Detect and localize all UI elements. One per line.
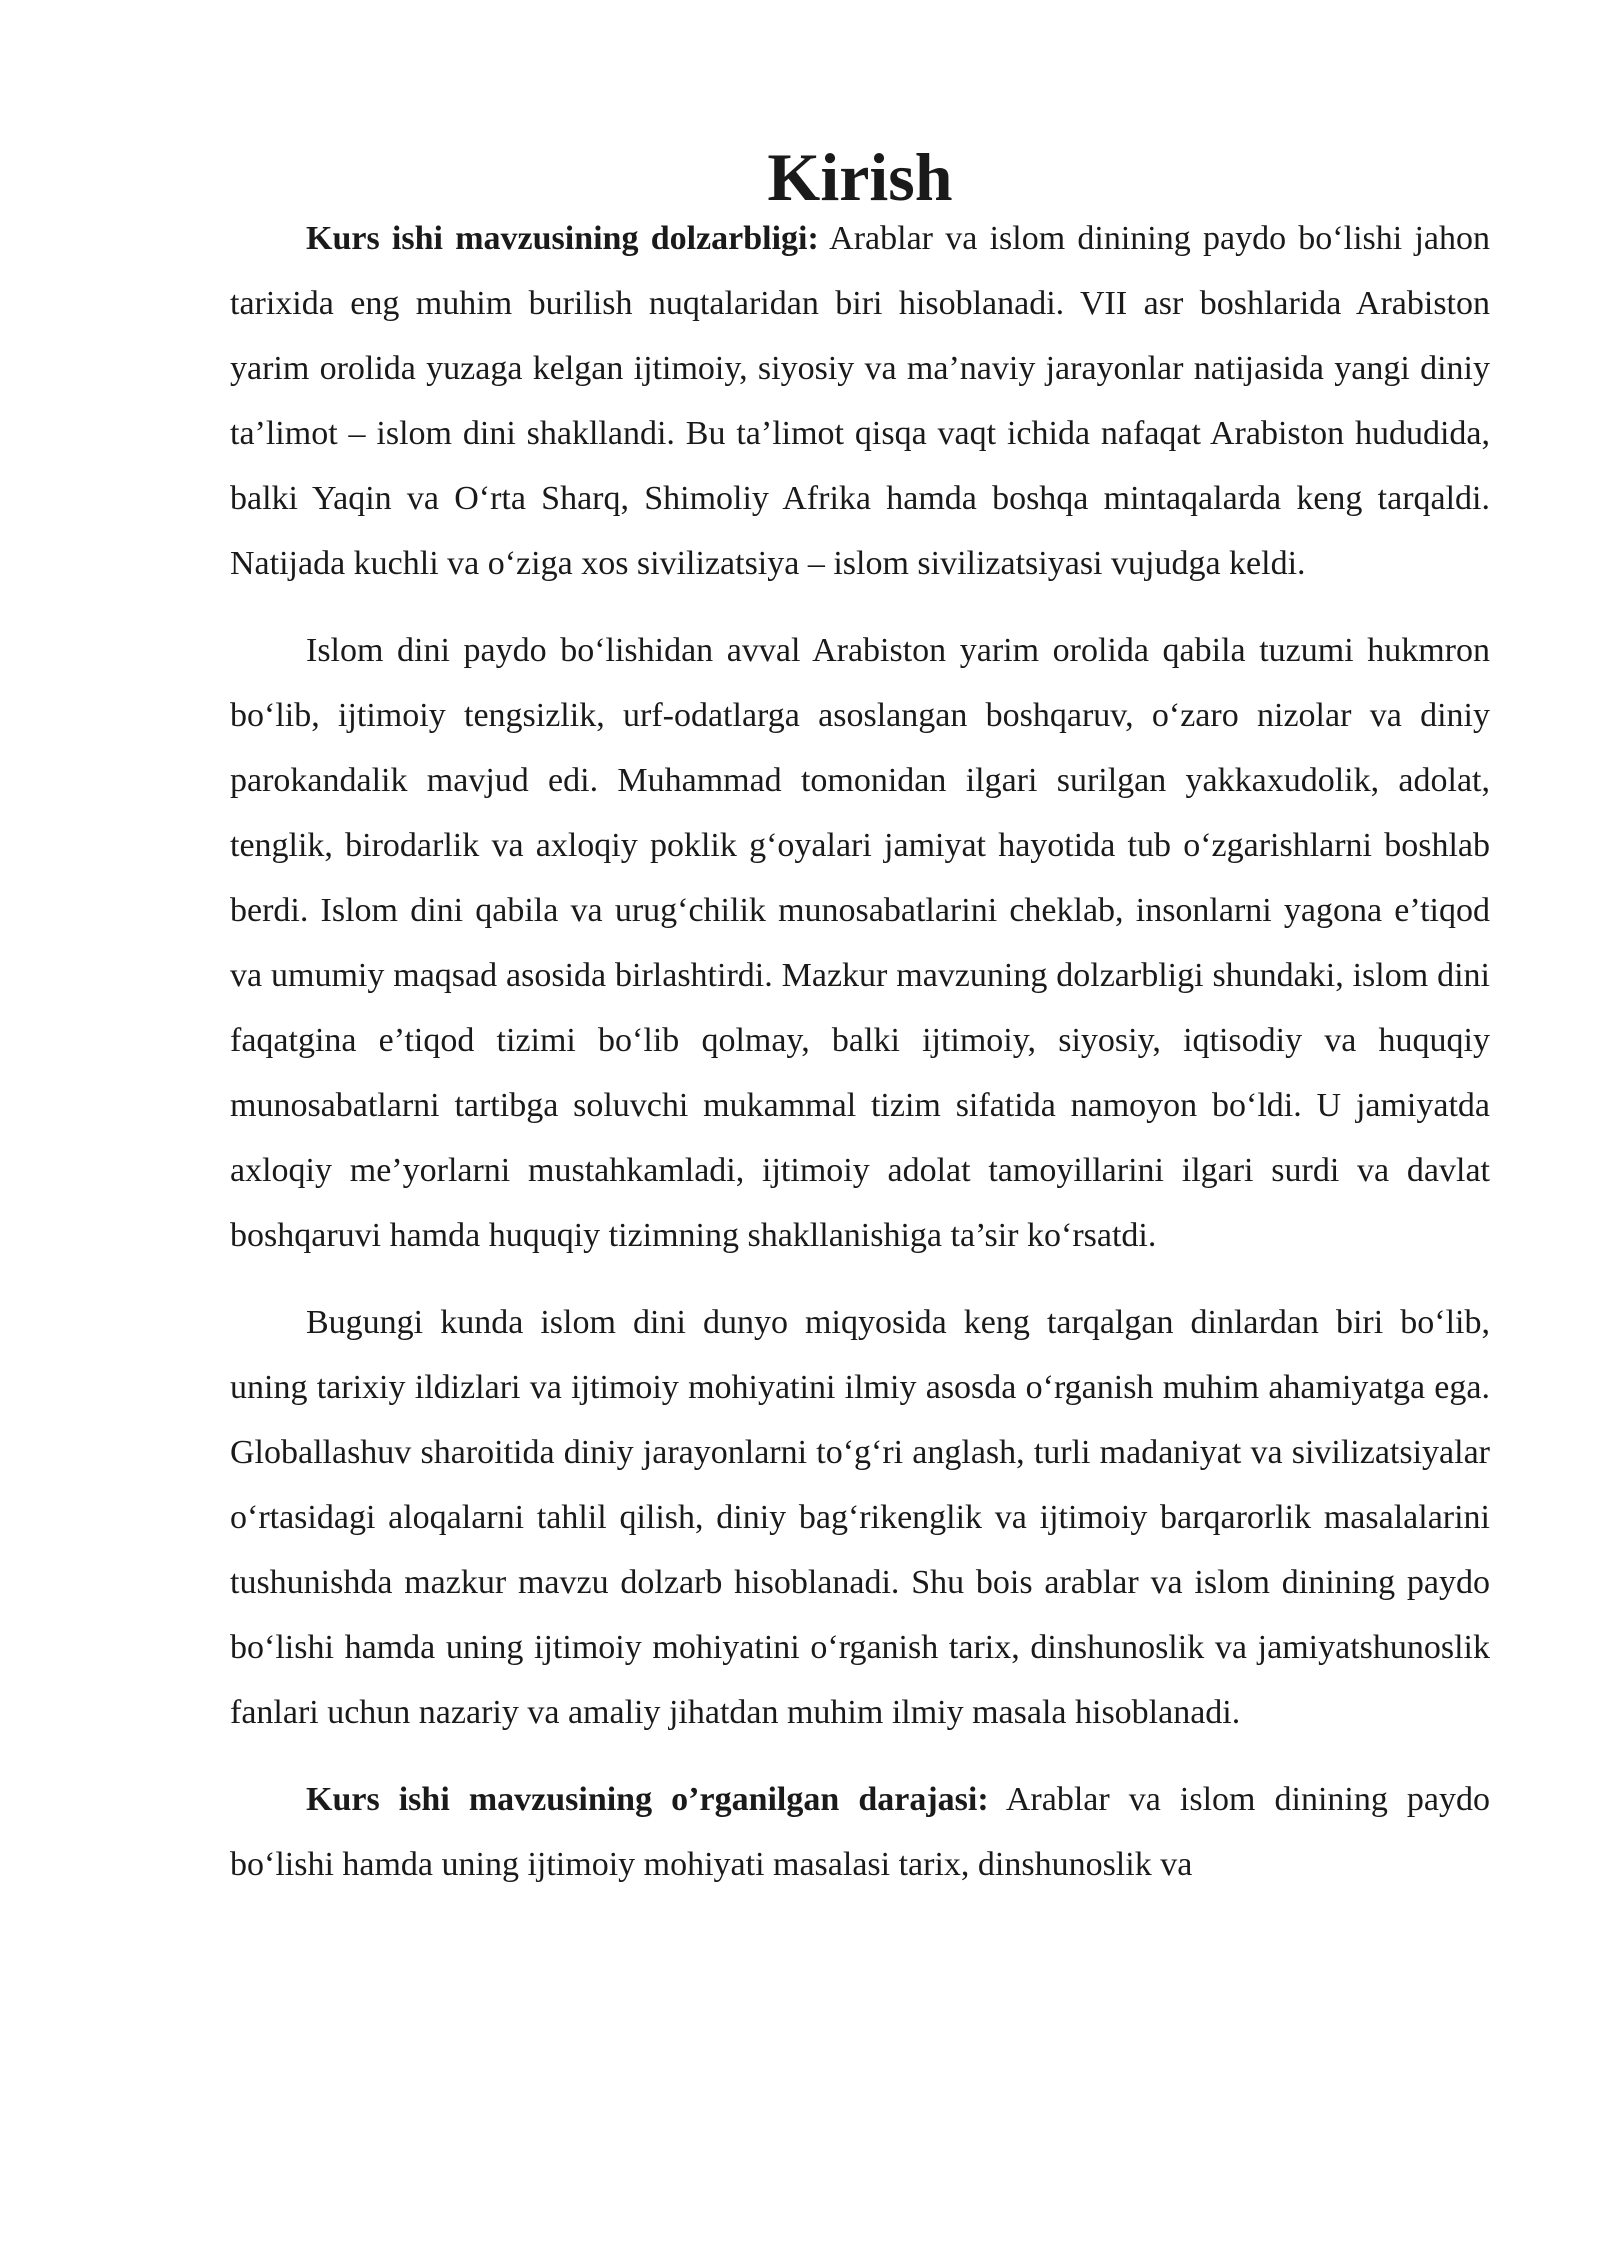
paragraph-text: Arablar va islom dinining paydo bo‘lishi jahon tarixida eng muhim burilish nuqtalaridan biri hisoblanadi. VII asr boshlarida Arabiston yarim orolida yuzaga kelgan ijtimoiy, siyosiy va ma’naviy jarayonlar natijasida yangi diniy ta’limot – islom dini shakllandi. Bu ta’limot qisqa vaqt ichida nafaqat Arabiston hududida, balki Yaqin va O‘rta Sharq, Shimoliy Afrika hamda boshqa mintaqalarda keng tarqaldi. Natijada kuchli va o‘ziga xos sivilizatsiya – islom sivilizatsiyasi vujudga keldi. [230,220,1490,582]
paragraph-text: Bugungi kunda islom dini dunyo miqyosida keng tarqalgan dinlardan biri bo‘lib, uning tarixiy ildizlari va ijtimoiy mohiyatini ilmiy asosda o‘rganish muhim ahamiyatga ega. Globallashuv sharoitida diniy jarayonlarni to‘g‘ri anglash, turli madaniyat va sivilizatsiyalar o‘rtasidagi aloqalarni tahlil qilish, diniy bag‘rikenglik va ijtimoiy barqarorlik masalalarini tushunishda mazkur mavzu dolzarb hisoblanadi. Shu bois arablar va islom dinining paydo bo‘lishi hamda uning ijtimoiy mohiyatini o‘rganish tarix, dinshunoslik va jamiyatshunoslik fanlari uchun nazariy va amaliy jihatdan muhim ilmiy masala hisoblanadi. [230,1304,1490,1731]
paragraph-pre-islam [230,618,1490,1268]
paragraph-text: Islom dini paydo bo‘lishidan avval Arabiston yarim orolida qabila tuzumi hukmron bo‘lib, ijtimoiy tengsizlik, urf-odatlarga asoslangan boshqaruv, o‘zaro nizolar va diniy parokandalik mavjud edi. Muhammad tomonidan ilgari surilgan yakkaxudolik, adolat, tenglik, birodarlik va axloqiy poklik g‘oyalari jamiyat hayotida tub o‘zgarishlarni boshlab berdi. Islom dini qabila va urug‘chilik munosabatlarini cheklab, insonlarni yagona e’tiqod va umumiy maqsad asosida birlashtirdi. Mazkur mavzuning dolzarbligi shundaki, islom dini faqatgina e’tiqod tizimi bo‘lib qolmay, balki ijtimoiy, siyosiy, iqtisodiy va huquqiy munosabatlarni tartibga soluvchi mukammal tizim sifatida namoyon bo‘ldi. U jamiyatda axloqiy me’yorlarni mustahkamladi, ijtimoiy adolat tamoyillarini ilgari surdi va davlat boshqaruvi hamda huquqiy tizimning shakllanishiga ta’sir ko‘rsatdi. [230,632,1490,1254]
paragraph-study-level [230,1767,1490,1897]
page-title: Kirish [767,139,953,215]
document-body [230,139,1491,1897]
paragraph-lead: Kurs ishi mavzusining o’rganilgan darajasi: [306,1781,989,1818]
paragraph-today [230,1290,1490,1745]
paragraph-text: Arablar va islom dinining paydo bo‘lishi hamda uning ijtimoiy mohiyati masalasi tarix, dinshunoslik va [230,1781,1491,1883]
paragraph-lead: Kurs ishi mavzusining dolzarbligi: [306,220,819,257]
paragraph-relevance [230,206,1490,596]
